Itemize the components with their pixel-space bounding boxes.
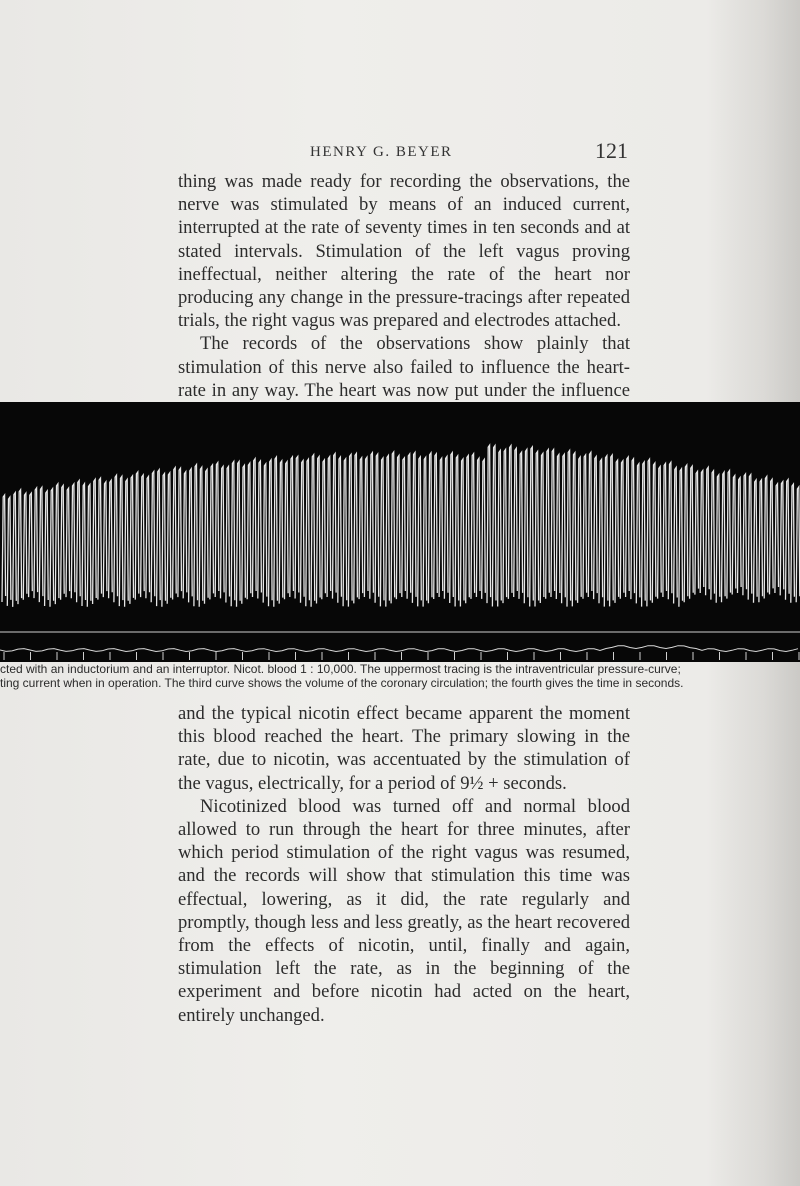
tracing-plate xyxy=(0,402,800,662)
page-number: 121 xyxy=(595,138,628,163)
coronary-tracing-path xyxy=(0,646,798,652)
paragraph: The records of the observations show plainly that stimulation of this nerve also failed to influence the heart-rate in any way. The heart was now put under the influence xyxy=(178,333,630,401)
kymograph-tracing-figure xyxy=(0,402,800,662)
pressure-tracing-path xyxy=(2,445,800,607)
page-header xyxy=(178,138,628,167)
running-head: HENRY G. BEYER xyxy=(310,144,453,160)
time-marks xyxy=(4,652,799,660)
bottom-text-block xyxy=(178,702,630,1027)
caption-line-2: ting current when in operation. The third curve shows the volume of the coronary circulation; the fourth gives the time in seconds. xyxy=(0,676,684,690)
paragraph: thing was made ready for recording the observations, the nerve was stimulated by means of an induced current, interrupted at the rate of seventy times in ten seconds and at stated intervals. Stimulation of the left vagus proving ineffectual, neither altering the rate of the heart nor producing any change in the pressure-tracings after repeated trials, the right vagus was prepared and electrodes attached. xyxy=(178,171,630,332)
paragraph: and the typical nicotin effect became apparent the moment this blood reached the heart. The primary slowing in the rate, due to nicotin, was accentuated by the stimulation of the vagus, electrically, for a period of 9½ + seconds. xyxy=(178,703,630,794)
caption-line-1: cted with an inductorium and an interruptor. Nicot. blood 1 : 10,000. The uppermost tracing is the intraventricular pressure-curve; xyxy=(0,662,681,676)
paragraph: Nicotinized blood was turned off and normal blood allowed to run through the heart for three minutes, after which period stimulation of the right vagus was resumed, and the records will show that stimulation this time was effectual, lowering, as it did, the rate regularly and promptly, though less and less greatly, as the heart recovered from the effects of nicotin, until, finally and again, stimulation left the rate, as in the beginning of the experiment and before nicotin had acted on the heart, entirely unchanged. xyxy=(178,795,630,1026)
coronary-volume-curve xyxy=(0,646,798,652)
pressure-curve xyxy=(2,445,800,607)
figure-caption xyxy=(0,662,800,690)
top-text-block xyxy=(178,170,630,425)
